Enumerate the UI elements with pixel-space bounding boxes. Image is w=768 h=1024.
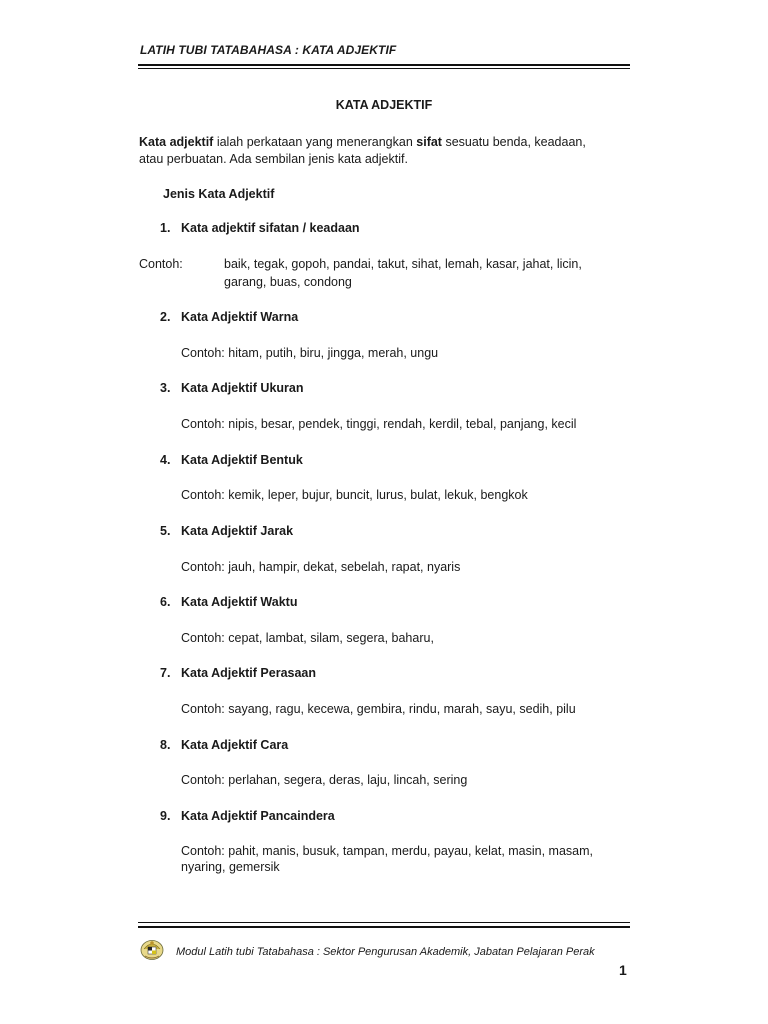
intro-keyword: sifat: [416, 135, 442, 149]
footer-rule-thick: [138, 926, 630, 928]
example-text-continued: garang, buas, condong: [224, 275, 352, 289]
item-title: Kata adjektif sifatan / keadaan: [181, 221, 360, 235]
item-number: 3.: [160, 381, 171, 395]
item-title: Kata Adjektif Jarak: [181, 524, 294, 538]
item-title: Kata Adjektif Bentuk: [181, 453, 303, 467]
item-title: Kata Adjektif Cara: [181, 738, 289, 752]
example-text: Contoh: perlahan, segera, deras, laju, lincah, sering: [181, 773, 468, 787]
intro-paragraph: [139, 134, 619, 168]
example-text-continued: nyaring, gemersik: [181, 860, 280, 874]
item-title: Kata Adjektif Ukuran: [181, 381, 304, 395]
example-text: baik, tegak, gopoh, pandai, takut, sihat, lemah, kasar, jahat, licin,: [224, 257, 582, 271]
perak-state-crest-icon: [139, 937, 165, 961]
footer-rule-thin: [138, 922, 630, 923]
example-text: Contoh: jauh, hampir, dekat, sebelah, rapat, nyaris: [181, 560, 461, 574]
example-text: Contoh: kemik, leper, bujur, buncit, lurus, bulat, lekuk, bengkok: [181, 488, 528, 502]
example-text: Contoh: cepat, lambat, silam, segera, baharu,: [181, 631, 434, 645]
header-title: LATIH TUBI TATABAHASA : KATA ADJEKTIF: [140, 43, 397, 57]
example-text: Contoh: hitam, putih, biru, jingga, merah, ungu: [181, 346, 439, 360]
item-title: Kata Adjektif Perasaan: [181, 666, 317, 680]
example-text: Contoh: nipis, besar, pendek, tinggi, rendah, kerdil, tebal, panjang, kecil: [181, 417, 577, 431]
item-number: 4.: [160, 453, 171, 467]
footer-text: Modul Latih tubi Tatabahasa : Sektor Pengurusan Akademik, Jabatan Pelajaran Perak: [176, 946, 595, 958]
section-subheading: Jenis Kata Adjektif: [163, 187, 275, 201]
item-number: 6.: [160, 595, 171, 609]
intro-part1: ialah perkataan yang menerangkan: [213, 135, 417, 149]
item-number: 5.: [160, 524, 171, 538]
item-number: 2.: [160, 310, 171, 324]
intro-term: Kata adjektif: [139, 135, 214, 149]
item-number: 1.: [160, 221, 171, 235]
item-number: 9.: [160, 809, 171, 823]
item-title: Kata Adjektif Pancaindera: [181, 809, 335, 823]
intro-line2: atau perbuatan. Ada sembilan jenis kata adjektif.: [139, 152, 408, 166]
item-number: 8.: [160, 738, 171, 752]
example-text: Contoh: sayang, ragu, kecewa, gembira, rindu, marah, sayu, sedih, pilu: [181, 702, 576, 716]
item-number: 7.: [160, 666, 171, 680]
header-rule-thick: [138, 64, 630, 66]
document-title: KATA ADJEKTIF: [335, 98, 433, 112]
item-title: Kata Adjektif Warna: [181, 310, 299, 324]
page-number: 1: [619, 962, 627, 978]
intro-part2: sesuatu benda, keadaan,: [441, 135, 586, 149]
item-title: Kata Adjektif Waktu: [181, 595, 298, 609]
example-text: Contoh: pahit, manis, busuk, tampan, merdu, payau, kelat, masin, masam,: [181, 844, 594, 858]
example-label: Contoh:: [139, 257, 183, 271]
header-rule-thin: [138, 68, 630, 69]
